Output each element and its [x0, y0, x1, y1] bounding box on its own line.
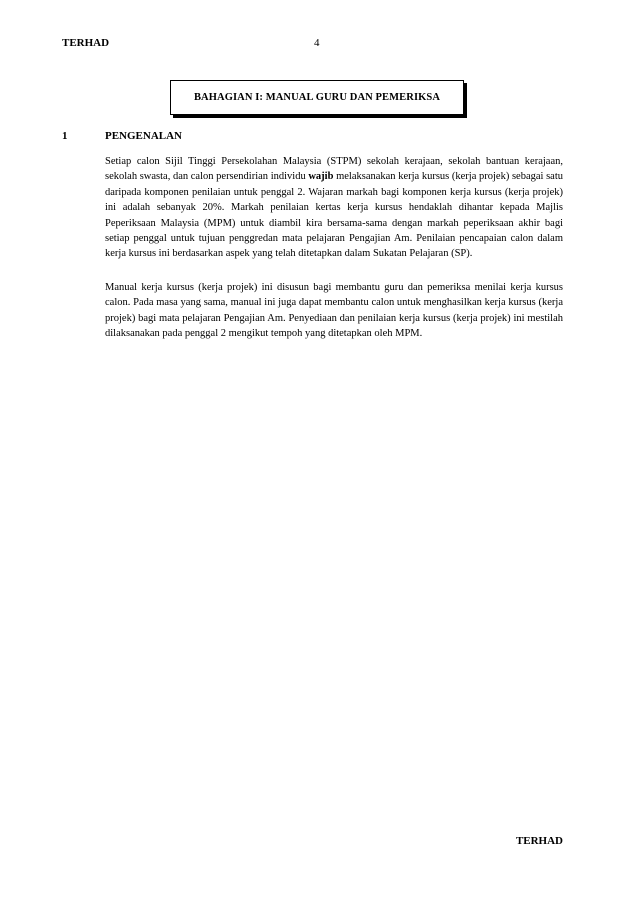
paragraph-1-bold-word: wajib	[308, 171, 334, 183]
section-number: 1	[62, 130, 68, 142]
section-heading-text: PENGENALAN	[105, 130, 183, 142]
header-classification: TERHAD	[62, 37, 110, 49]
paragraph-1-text-end: melaksanakan kerja kursus (kerja projek) sebagai satu daripada komponen penilaian untuk penggal 2. Wajaran markah bagi komponen kerja kursus (kerja projek) ini adalah sebanyak 20%. Markah penilaian kertas kerja kursus hendaklah dihantar kepada Majlis Peperiksaan Malaysia (MPM) untuk diambil kira bersama-sama dengan markah peperiksaan akhir bagi setiap penggal untuk tujuan penggredan mata pelajaran Pengajian Am. Penilaian pencapaian calon dalam kerja kursus ini berdasarkan aspek yang telah ditetapkan dalam Sukatan Pelajaran (SP).	[105, 171, 563, 260]
paragraph-1-text-start: Setiap calon Sijil Tinggi Persekolahan Malaysia (STPM) sekolah kerajaan, sekolah bantuan kerajaan, sekolah swasta, dan calon persendirian individu	[105, 156, 563, 183]
section-heading	[62, 130, 182, 142]
section-title: BAHAGIAN I: MANUAL GURU DAN PEMERIKSA	[193, 92, 441, 103]
paragraph-1	[105, 154, 563, 262]
footer-classification: TERHAD	[515, 835, 563, 847]
paragraph-2: Manual kerja kursus (kerja projek) ini disusun bagi membantu guru dan pemeriksa menilai kerja kursus calon. Pada masa yang sama, manual ini juga dapat membantu calon untuk menghasilkan kerja kursus (kerja projek) bagi mata pelajaran Pengajian Am. Penyediaan dan penilaian kerja kursus (kerja projek) ini mestilah dilaksanakan pada penggal 2 mengikut tempoh yang ditetapkan oleh MPM.	[105, 282, 563, 340]
section-title-box	[170, 80, 464, 115]
page-number: 4	[314, 37, 320, 49]
